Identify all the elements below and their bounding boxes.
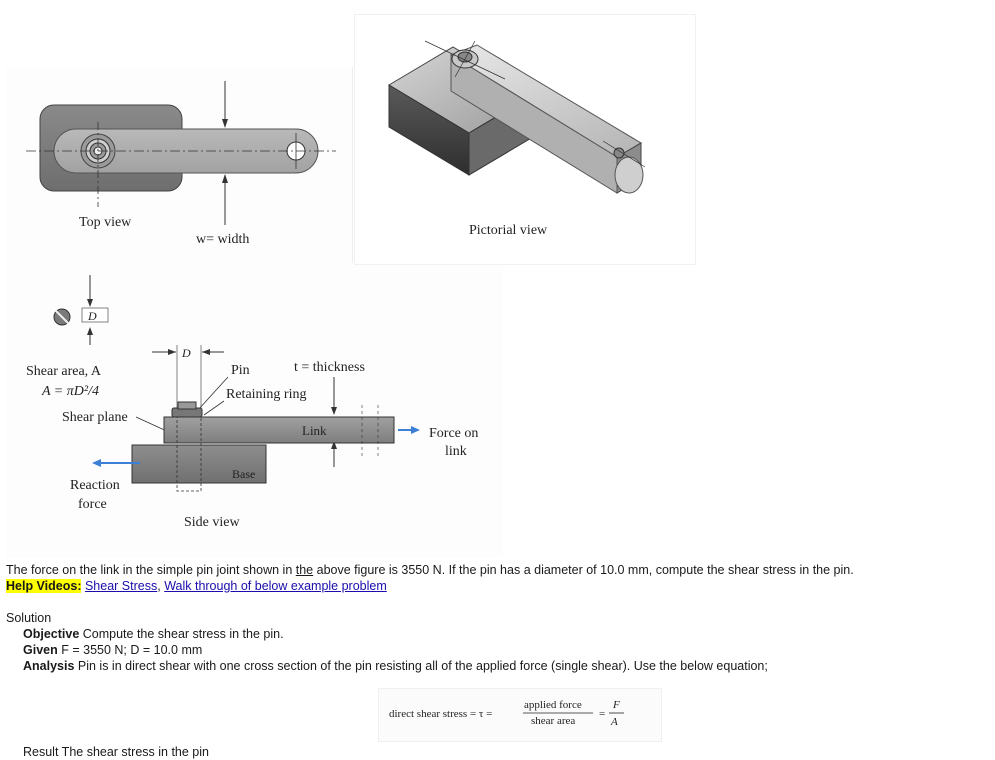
analysis-row bbox=[23, 658, 768, 674]
equation-denominator-1: shear area bbox=[531, 715, 576, 727]
shear-area-formula: A = πD²/4 bbox=[42, 384, 99, 399]
pin-cross-section-icon bbox=[54, 275, 108, 345]
walkthrough-link[interactable]: Walk through of below example problem bbox=[164, 579, 387, 593]
d-dimension: D bbox=[182, 346, 191, 360]
equation-numerator-2: F bbox=[613, 699, 620, 711]
equation-lhs: direct shear stress = τ = bbox=[389, 708, 493, 720]
top-view-drawing bbox=[6, 67, 352, 263]
top-view-label: Top view bbox=[79, 215, 132, 230]
d-symbol: D bbox=[88, 309, 97, 323]
help-separator: , bbox=[157, 579, 165, 593]
given-label: Given bbox=[23, 643, 58, 657]
solution-heading: Solution bbox=[6, 611, 52, 625]
force-on-link-label-1: Force on bbox=[429, 426, 479, 441]
problem-text-underlined: the bbox=[295, 563, 314, 577]
shear-stress-link[interactable]: Shear Stress bbox=[84, 579, 158, 593]
reaction-force-label-1: Reaction bbox=[70, 478, 120, 493]
thickness-label: t = thickness bbox=[294, 360, 365, 375]
shear-stress-equation bbox=[378, 688, 662, 742]
width-label: w= width bbox=[196, 232, 250, 247]
side-view-label: Side view bbox=[184, 515, 240, 530]
shear-area-label: Shear area, A bbox=[26, 364, 102, 379]
problem-text-2: above figure is 3550 N. If the pin has a diameter of 10.0 mm, compute the shear stress in the pin. bbox=[313, 563, 854, 577]
help-videos-label: Help Videos: bbox=[6, 579, 82, 593]
analysis-text: Pin is in direct shear with one cross section of the pin resisting all of the applied force (single shear). Use the below equation; bbox=[74, 659, 768, 673]
top-view-figure bbox=[6, 67, 353, 263]
given-text: F = 3550 N; D = 10.0 mm bbox=[61, 643, 203, 657]
pictorial-view-figure bbox=[355, 15, 695, 264]
base-label: Base bbox=[232, 467, 256, 481]
result-row-cut: Result The shear stress in the pin bbox=[23, 745, 209, 759]
force-on-link-label-2: link bbox=[445, 444, 467, 459]
objective-label: Objective bbox=[23, 627, 80, 641]
pin-label: Pin bbox=[231, 363, 250, 378]
equation-numerator-1: applied force bbox=[524, 699, 582, 711]
given-row bbox=[23, 642, 202, 658]
problem-text-1: The force on the link in the simple pin joint shown in bbox=[6, 563, 296, 577]
reaction-force-label-2: force bbox=[78, 497, 107, 512]
equation-drawing bbox=[379, 689, 661, 741]
side-view-figure bbox=[6, 265, 503, 558]
help-videos-row bbox=[6, 578, 387, 594]
link-label: Link bbox=[302, 423, 327, 438]
problem-statement bbox=[6, 562, 854, 578]
equation-equals: = bbox=[599, 708, 606, 720]
objective-text: Compute the shear stress in the pin. bbox=[79, 627, 284, 641]
pictorial-drawing bbox=[355, 15, 695, 264]
side-view-drawing bbox=[6, 265, 503, 558]
pictorial-view-label: Pictorial view bbox=[469, 223, 548, 238]
objective-row bbox=[23, 626, 284, 642]
equation-denominator-2: A bbox=[611, 716, 618, 728]
retaining-ring-label: Retaining ring bbox=[226, 387, 307, 402]
side-link-bar bbox=[164, 417, 394, 443]
analysis-label: Analysis bbox=[23, 659, 75, 673]
shear-plane-label: Shear plane bbox=[62, 410, 128, 425]
